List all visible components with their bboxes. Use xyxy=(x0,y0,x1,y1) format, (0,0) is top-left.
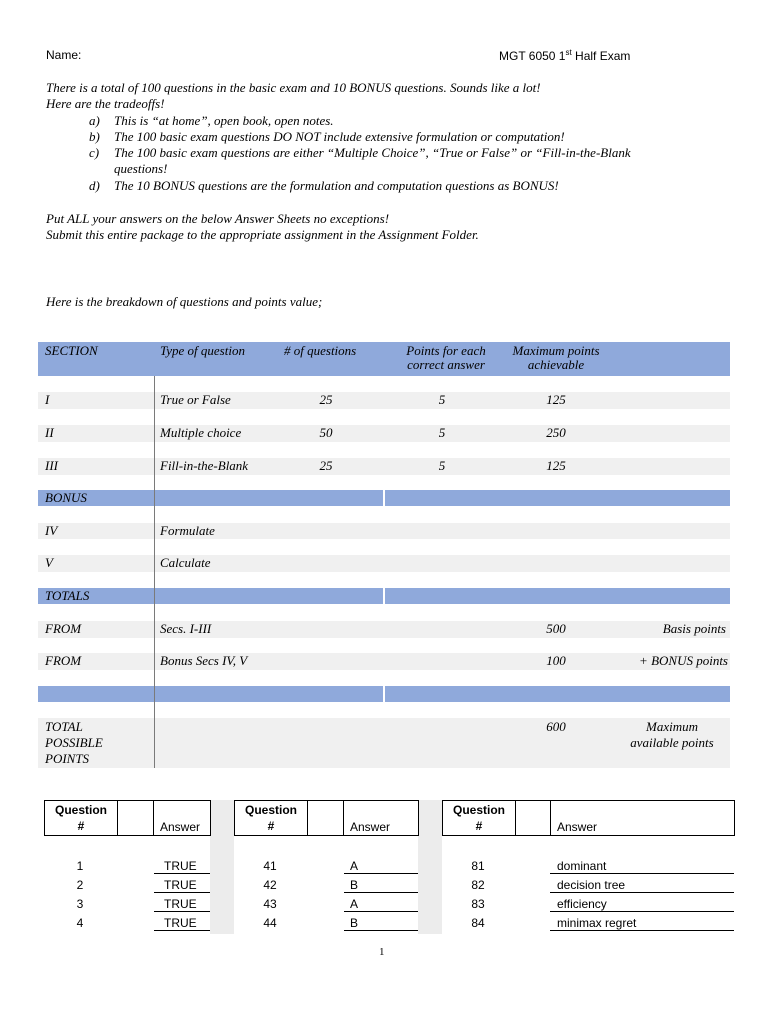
question-type: True or False xyxy=(160,392,231,407)
course-title xyxy=(499,48,630,63)
table-row xyxy=(38,425,730,442)
question-header xyxy=(443,802,515,834)
header-divider xyxy=(550,801,551,835)
column-gap xyxy=(383,490,385,506)
column-separator xyxy=(418,800,442,934)
tradeoff-text: The 100 basic exam questions DO NOT include extensive formulation or computation! xyxy=(114,128,565,144)
answer-field[interactable]: dominant xyxy=(550,858,734,874)
question-type: Multiple choice xyxy=(160,425,242,440)
question-type: Calculate xyxy=(160,555,211,570)
answer-field[interactable]: B xyxy=(344,915,418,931)
table-header-row xyxy=(38,342,730,376)
question-number: 44 xyxy=(263,916,277,930)
question-number: 43 xyxy=(263,897,277,911)
grand-total-label xyxy=(45,719,103,767)
tradeoff-text: The 10 BONUS questions are the formulation and computation questions as BONUS! xyxy=(114,177,559,193)
course-suffix: Half Exam xyxy=(571,49,631,63)
question-header-line-1: Question xyxy=(244,803,297,817)
question-number: 42 xyxy=(263,878,277,892)
tradeoff-label: c) xyxy=(89,145,100,161)
max-points: 250 xyxy=(546,425,566,440)
question-number: 84 xyxy=(471,916,485,930)
column-gap xyxy=(383,686,385,702)
answer-field[interactable]: decision tree xyxy=(550,877,734,893)
grand-total-note-line-2: available points xyxy=(630,735,714,750)
tradeoff-label: d) xyxy=(89,177,100,193)
answer-header: Answer xyxy=(160,820,201,834)
answer-field[interactable]: TRUE xyxy=(154,858,210,874)
tradeoff-text: The 100 basic exam questions are either “Multiple Choice”, “True or False” or “Fill-in-the-Blank questions! xyxy=(114,145,631,177)
question-number: 3 xyxy=(76,897,84,911)
question-header-line-2: # xyxy=(267,819,275,833)
section-id: II xyxy=(45,425,54,440)
answer-field[interactable]: A xyxy=(344,858,418,874)
column-gap xyxy=(154,686,155,702)
tradeoff-text: This is “at home”, open book, open notes. xyxy=(114,112,334,128)
tradeoff-item xyxy=(46,178,726,194)
header-max-line-2: achievable xyxy=(527,357,585,372)
tradeoff-label: a) xyxy=(89,112,100,128)
totals-from: FROM xyxy=(45,621,82,636)
table-row xyxy=(38,458,730,475)
column-gap xyxy=(154,490,155,506)
section-id: V xyxy=(45,555,53,570)
answer-field[interactable]: B xyxy=(344,877,418,893)
column-gap xyxy=(383,588,385,604)
section-id: III xyxy=(45,458,58,473)
header-points-line-1: Points for each xyxy=(406,343,486,358)
answer-field[interactable]: efficiency xyxy=(550,896,734,912)
intro-line-2: Here are the tradeoffs! xyxy=(46,96,165,112)
totals-points: 500 xyxy=(546,621,566,636)
grand-total-line-1: TOTAL xyxy=(45,719,83,734)
header-points-line-2: correct answer xyxy=(407,357,485,372)
tradeoff-item xyxy=(46,145,726,178)
column-gap xyxy=(154,588,155,604)
question-header-line-2: # xyxy=(475,819,483,833)
header-max-line-1: Maximum points xyxy=(512,343,600,358)
totals-note: Basis points xyxy=(662,621,726,636)
question-header-line-2: # xyxy=(77,819,85,833)
column-divider xyxy=(154,376,155,768)
answer-header: Answer xyxy=(557,820,598,834)
course-prefix: MGT 6050 1 xyxy=(499,49,566,63)
answer-header: Answer xyxy=(350,820,391,834)
totals-from: FROM xyxy=(45,653,82,668)
grand-total-note xyxy=(610,719,734,751)
tradeoff-label: b) xyxy=(89,128,100,144)
max-points: 125 xyxy=(546,392,566,407)
answer-field[interactable]: TRUE xyxy=(154,877,210,893)
totals-note: + BONUS points xyxy=(639,653,728,668)
totals-source: Secs. I-III xyxy=(160,621,212,636)
totals-label: TOTALS xyxy=(45,588,90,603)
question-header xyxy=(235,802,307,834)
header-points-each xyxy=(386,344,506,372)
question-count: 25 xyxy=(319,392,333,407)
totals-points: 100 xyxy=(546,653,566,668)
question-header-line-1: Question xyxy=(54,803,107,817)
header-divider xyxy=(153,801,154,835)
answer-field[interactable]: A xyxy=(344,896,418,912)
question-count: 25 xyxy=(319,458,333,473)
header-section: SECTION xyxy=(45,343,98,358)
page-number: 1 xyxy=(379,946,385,958)
table-row xyxy=(38,523,730,539)
question-type: Formulate xyxy=(160,523,215,538)
max-points: 125 xyxy=(546,458,566,473)
points-each: 5 xyxy=(438,425,446,440)
course-ordinal: st xyxy=(565,48,572,57)
section-id: IV xyxy=(45,523,58,538)
points-each: 5 xyxy=(438,458,446,473)
question-type: Fill-in-the-Blank xyxy=(160,458,249,473)
question-header-line-1: Question xyxy=(452,803,505,817)
header-count: # of questions xyxy=(284,343,357,358)
answer-field[interactable]: TRUE xyxy=(154,896,210,912)
submit-instructions xyxy=(46,211,479,244)
table-row xyxy=(38,392,730,409)
grand-total-points: 600 xyxy=(546,719,566,734)
header-type: Type of question xyxy=(160,343,245,358)
question-header xyxy=(45,802,117,834)
question-number: 4 xyxy=(76,916,84,930)
name-label: Name: xyxy=(46,48,82,62)
header-divider xyxy=(515,801,516,835)
submit-line-2: Submit this entire package to the appropriate assignment in the Assignment Folder. xyxy=(46,227,479,243)
question-number: 41 xyxy=(263,859,277,873)
question-number: 83 xyxy=(471,897,485,911)
breakdown-intro: Here is the breakdown of questions and points value; xyxy=(46,294,323,309)
grand-total-line-2: POSSIBLE xyxy=(45,735,103,750)
intro-line-1: There is a total of 100 questions in the basic exam and 10 BONUS questions. Sounds like a lot! xyxy=(46,80,541,95)
exam-instructions xyxy=(46,80,726,194)
header-divider xyxy=(117,801,118,835)
answer-field[interactable]: minimax regret xyxy=(550,915,734,931)
totals-source: Bonus Secs IV, V xyxy=(160,653,248,668)
table-row xyxy=(38,555,730,572)
question-number: 1 xyxy=(76,859,84,873)
header-max-points xyxy=(498,344,614,372)
tradeoff-item xyxy=(46,113,726,129)
bonus-label: BONUS xyxy=(45,490,87,505)
tradeoff-item xyxy=(46,129,726,145)
answer-field[interactable]: TRUE xyxy=(154,915,210,931)
submit-line-1: Put ALL your answers on the below Answer Sheets no exceptions! xyxy=(46,211,390,226)
question-number: 82 xyxy=(471,878,485,892)
grand-total-line-3: POINTS xyxy=(45,751,90,766)
tradeoffs-list xyxy=(46,113,726,194)
points-each: 5 xyxy=(438,392,446,407)
column-separator xyxy=(210,800,234,934)
header-divider xyxy=(343,801,344,835)
points-breakdown-table xyxy=(38,342,730,768)
section-id: I xyxy=(45,392,50,407)
question-number: 81 xyxy=(471,859,485,873)
question-number: 2 xyxy=(76,878,84,892)
header-divider xyxy=(307,801,308,835)
grand-total-note-line-1: Maximum xyxy=(646,719,698,734)
question-count: 50 xyxy=(319,425,333,440)
